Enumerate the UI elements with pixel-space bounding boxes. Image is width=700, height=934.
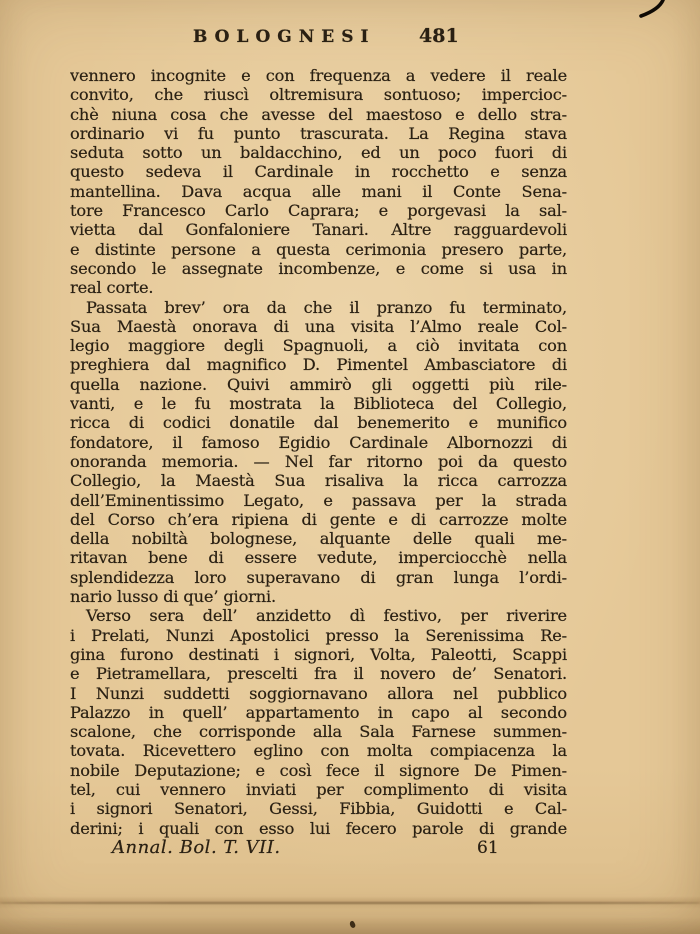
text-line: splendidezza loro superavano di gran lunga l’ordi- (70, 567, 567, 587)
text-line: mantellina. Dava acqua alle mani il Conte Sena- (70, 181, 567, 201)
text-line: preghiera dal magnifico D. Pimentel Ambasciatore di (70, 355, 567, 375)
text-line: chè niuna cosa che avesse del maestoso e dello stra- (70, 104, 567, 124)
text-line: e Pietramellara, prescelti fra il novero de’ Senatori. (70, 664, 567, 684)
text-line: i signori Senatori, Gessi, Fibbia, Guidotti e Cal- (70, 799, 567, 819)
text-line: tore Francesco Carlo Caprara; e porgevasi la sal- (70, 201, 567, 221)
text-line: Collegio, la Maestà Sua risaliva la ricca carrozza (70, 471, 567, 491)
text-line: convito, che riuscì oltremisura sontuoso; impercioc- (70, 85, 567, 105)
text-line: del Corso ch’era ripiena di gente e di carrozze molte (70, 509, 567, 529)
text-line: dell’Eminentissimo Legato, e passava per la strada (70, 490, 567, 510)
text-line: vanti, e le fu mostrata la Biblioteca del Collegio, (70, 394, 567, 414)
text-line: ordinario vi fu punto trascurata. La Regina stava (70, 123, 567, 143)
pen-mark-icon (638, 0, 666, 20)
sheet-number: 61 (477, 838, 499, 858)
text-line: tovata. Ricevettero eglino con molta compiacenza la (70, 741, 567, 761)
text-line: I Nunzi suddetti soggiornavano allora nel pubblico (70, 683, 567, 703)
text-line: secondo le assegnate incombenze, e come si usa in (70, 258, 567, 278)
text-line: vennero incognite e con frequenza a vedere il reale (70, 66, 567, 85)
text-line: questo sedeva il Cardinale in rocchetto e senza (70, 162, 567, 182)
text-line: onoranda memoria. — Nel far ritorno poi da questo (70, 451, 567, 471)
page-number: 481 (419, 25, 459, 47)
text-line: gina furono destinati i signori, Volta, Paleotti, Scappi (70, 644, 567, 664)
ink-speck (349, 920, 357, 929)
text-line: fondatore, il famoso Egidio Cardinale Albornozzi di (70, 432, 567, 452)
text-line: ricca di codici donatile dal benemerito e munifico (70, 413, 567, 433)
text-line: della nobiltà bolognese, alquante delle quali me- (70, 529, 567, 549)
page-body (70, 66, 567, 838)
text-line: real corte. (70, 278, 154, 298)
text-line: legio maggiore degli Spagnuoli, a ciò invitata con (70, 336, 567, 356)
text-line: e distinte persone a questa cerimonia presero parte, (70, 239, 567, 259)
page-bottom-edge (0, 896, 700, 934)
text-line: tel, cui vennero inviati per complimento di visita (70, 779, 567, 799)
text-line: seduta sotto un baldacchino, ed un poco fuori di (70, 143, 567, 163)
text-line: nario lusso di que’ giorni. (70, 587, 277, 607)
text-line: quella nazione. Quivi ammirò gli oggetti più rile- (70, 374, 567, 394)
text-line: Passata brev’ ora da che il pranzo fu terminato, (86, 297, 567, 317)
text-line: ritavan bene di essere vedute, imperciocchè nella (70, 548, 567, 568)
text-line: derini; i quali con esso lui fecero parole di grande (70, 818, 567, 838)
text-line: scalone, che corrisponde alla Sala Farnese summen- (70, 722, 567, 742)
text-line: nobile Deputazione; e così fece il signore De Pimen- (70, 760, 567, 780)
text-line: Sua Maestà onorava di una visita l’Almo reale Col- (70, 316, 567, 336)
volume-signature: Annal. Bol. T. VII. (112, 837, 281, 858)
running-title: BOLOGNESI (193, 27, 376, 47)
text-line: vietta dal Gonfaloniere Tanari. Altre ragguardevoli (70, 220, 567, 240)
text-line: Palazzo in quell’ appartamento in capo al secondo (70, 702, 567, 722)
text-line: i Prelati, Nunzi Apostolici presso la Serenissima Re- (70, 625, 567, 645)
text-line: Verso sera dell’ anzidetto dì festivo, per riverire (86, 606, 567, 626)
